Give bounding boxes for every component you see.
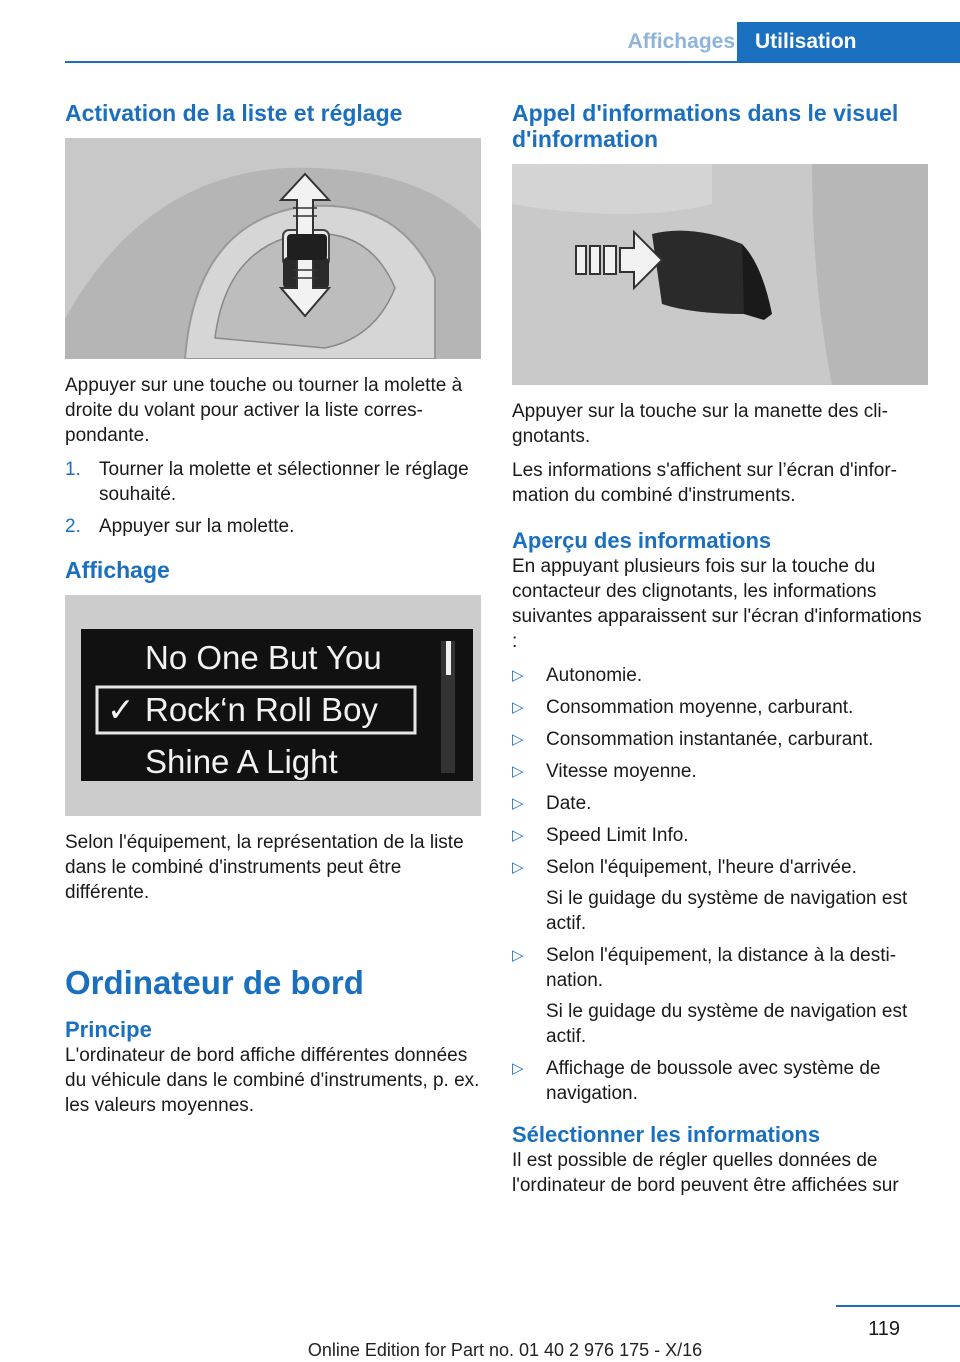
activation-steps bbox=[65, 457, 481, 539]
apercu-paragraph: En appuyant plusieurs fois sur la touche du contacteur des clignotants, les informations suivantes apparaissent sur l'écran d'informations : bbox=[512, 556, 922, 652]
display-item-1: No One But You bbox=[145, 639, 382, 676]
step-text: Appuyer sur la molette. bbox=[99, 516, 295, 537]
activation-paragraph: Appuyer sur une touche ou tourner la molette à droite du volant pour activer la liste correspondante. bbox=[65, 375, 463, 446]
right-column bbox=[512, 100, 928, 1207]
select-title: Sélectionner les informations bbox=[512, 1122, 821, 1147]
header-rule bbox=[65, 61, 960, 63]
edition-footer: Online Edition for Part no. 01 40 2 976 175 - X/16 bbox=[307, 1340, 703, 1360]
triangle-icon: ▷ bbox=[512, 763, 524, 780]
triangle-icon: ▷ bbox=[512, 795, 524, 812]
list-item-text: Selon l'équipement, la distance à la destination. bbox=[546, 945, 897, 991]
triangle-icon: ▷ bbox=[512, 827, 524, 844]
select-paragraph: Il est possible de régler quelles données de l'ordinateur de bord peuvent être affichées sur bbox=[512, 1150, 899, 1196]
step-text: Tourner la molette et sélectionner le réglage souhaité. bbox=[99, 459, 469, 505]
list-item-text: Date. bbox=[546, 793, 592, 814]
list-item bbox=[512, 791, 928, 816]
triangle-icon: ▷ bbox=[512, 731, 524, 748]
info-list bbox=[512, 663, 928, 1106]
list-item bbox=[65, 457, 481, 507]
list-item-text: Consommation moyenne, carburant. bbox=[546, 697, 854, 718]
footer-rule bbox=[836, 1305, 960, 1307]
list-item bbox=[512, 695, 928, 720]
list-item-text: Affichage de boussole avec système de navigation. bbox=[546, 1058, 881, 1104]
list-item bbox=[512, 855, 928, 936]
page-section-title: Ordinateur de bord bbox=[65, 964, 364, 1001]
list-item-text: Vitesse moyenne. bbox=[546, 761, 697, 782]
left-column bbox=[65, 100, 481, 1127]
header-tab-utilisation[interactable]: Utilisation bbox=[737, 22, 960, 62]
steering-wheel-figure bbox=[65, 138, 481, 359]
principe-title: Principe bbox=[65, 1017, 152, 1042]
list-item-text: Selon l'équipement, l'heure d'arrivée. bbox=[546, 857, 857, 878]
triangle-icon: ▷ bbox=[512, 1060, 524, 1077]
list-item-text: Consommation instantanée, carburant. bbox=[546, 729, 874, 750]
triangle-icon: ▷ bbox=[512, 859, 524, 876]
list-item bbox=[512, 823, 928, 848]
list-item bbox=[512, 759, 928, 784]
list-item bbox=[65, 514, 481, 539]
page-number: 119 bbox=[868, 1318, 900, 1340]
step-number: 1. bbox=[65, 459, 81, 480]
principe-paragraph: L'ordinateur de bord affiche différentes données du véhicule dans le combiné d'instruments, p. ex. les valeurs moyennes. bbox=[65, 1045, 480, 1116]
list-item-text: Autonomie. bbox=[546, 665, 643, 686]
triangle-icon: ▷ bbox=[512, 667, 524, 684]
affichage-paragraph: Selon l'équipement, la représentation de la liste dans le combiné d'instruments peut être différente. bbox=[65, 832, 464, 903]
list-item-note: Si le guidage du système de navigation est actif. bbox=[546, 1001, 908, 1047]
list-item bbox=[512, 663, 928, 688]
display-check: ✓ bbox=[107, 691, 135, 728]
triangle-icon: ▷ bbox=[512, 947, 524, 964]
list-item-note: Si le guidage du système de navigation est actif. bbox=[546, 888, 908, 934]
turn-signal-lever-figure bbox=[512, 164, 928, 385]
header-tab-affichages[interactable]: Affichages bbox=[627, 30, 735, 53]
list-item bbox=[512, 1056, 928, 1106]
section-title-activation: Activation de la liste et réglage bbox=[65, 100, 403, 126]
appel-paragraph-1: Appuyer sur la touche sur la manette des clignotants. bbox=[512, 401, 888, 447]
section-title-affichage: Affichage bbox=[65, 557, 170, 583]
appel-paragraph-2: Les informations s'affichent sur l’écran d'information du combiné d'instruments. bbox=[512, 460, 897, 506]
apercu-title: Aperçu des informations bbox=[512, 528, 772, 553]
step-number: 2. bbox=[65, 516, 81, 537]
triangle-icon: ▷ bbox=[512, 699, 524, 716]
list-item bbox=[512, 943, 928, 1049]
display-list-figure bbox=[65, 595, 481, 816]
display-item-3: Shine A Light bbox=[145, 743, 338, 780]
list-item bbox=[512, 727, 928, 752]
list-item-text: Speed Limit Info. bbox=[546, 825, 689, 846]
display-item-2: Rock‘n Roll Boy bbox=[145, 691, 378, 728]
section-title-appel: Appel d'informations dans le visuel d'information bbox=[512, 100, 899, 152]
